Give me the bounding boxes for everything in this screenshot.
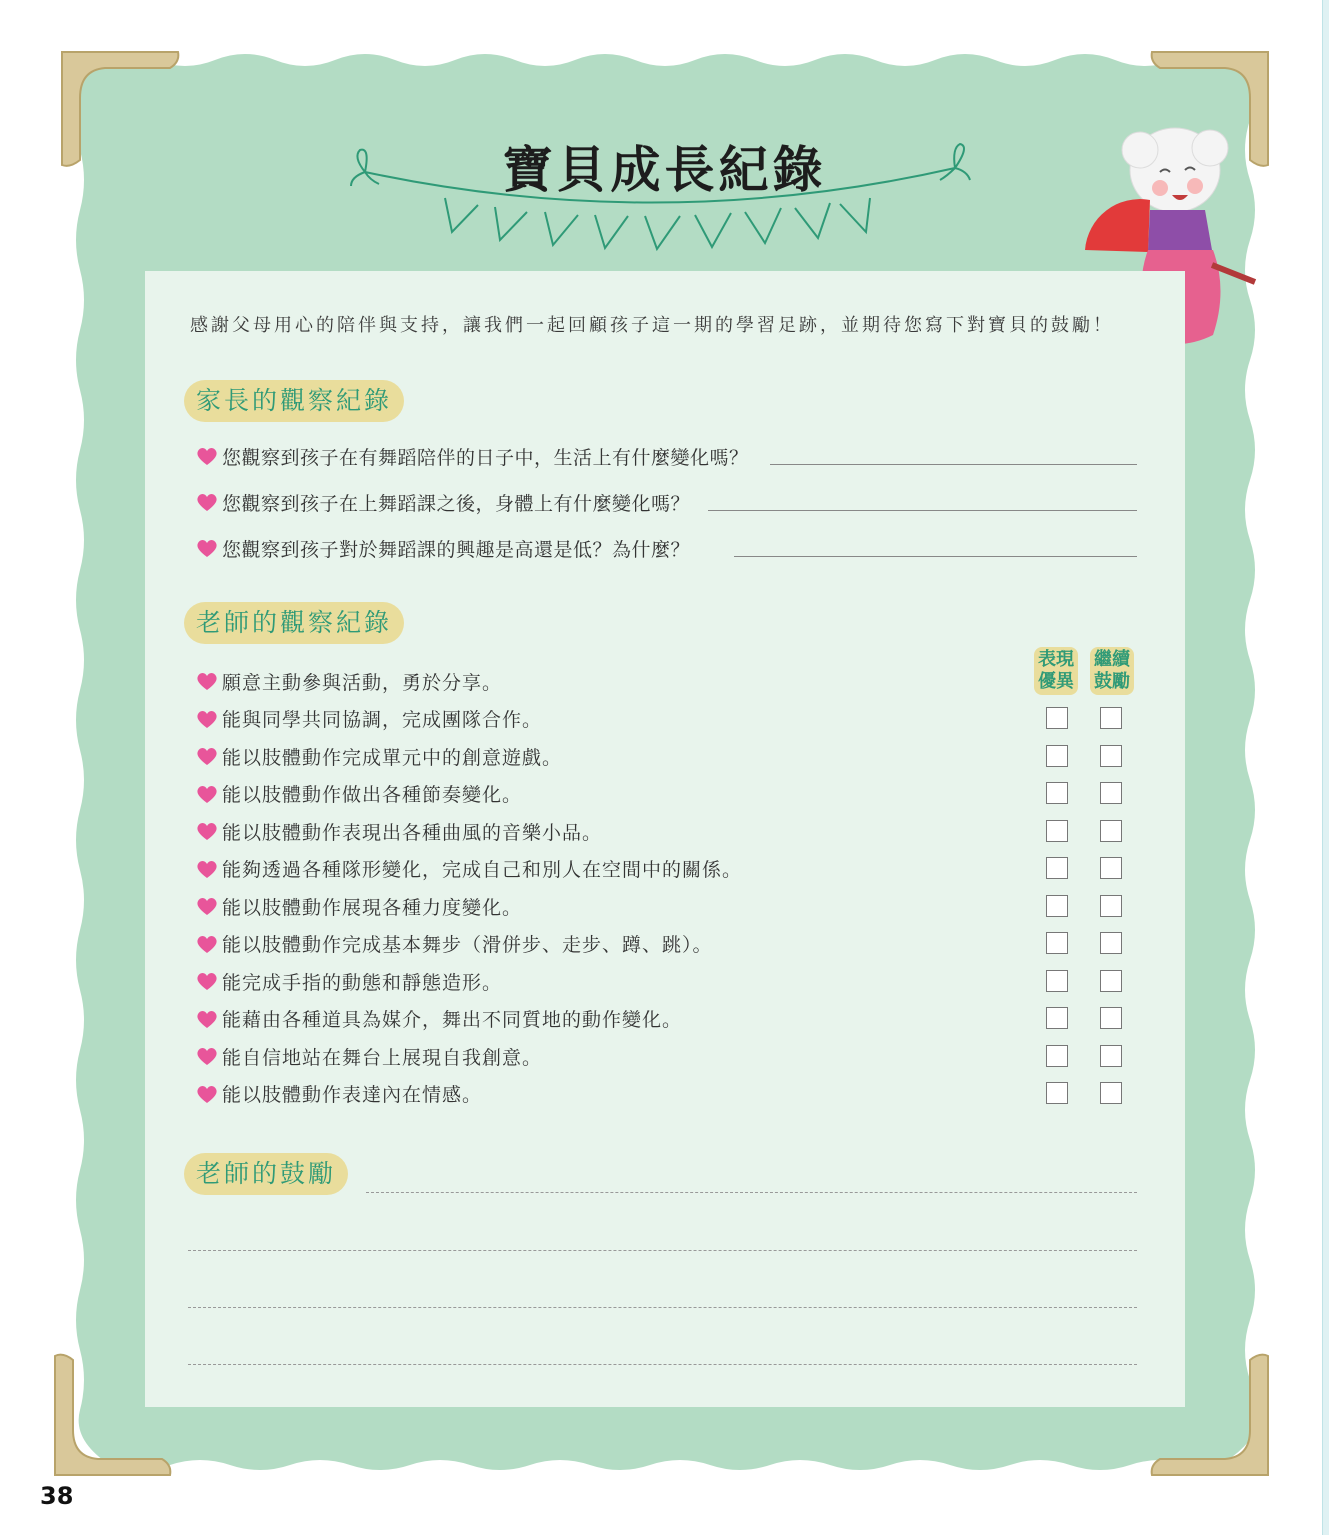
- column-header-encourage: [1090, 647, 1134, 695]
- checkbox-encourage[interactable]: [1100, 782, 1122, 804]
- column-header-line: 優異: [1038, 671, 1074, 692]
- answer-line[interactable]: [770, 464, 1137, 465]
- checkbox-excellent[interactable]: [1046, 745, 1068, 767]
- checklist-item-text: 能以肢體動作完成單元中的創意遊戲。: [222, 746, 563, 769]
- question-text: 您觀察到孩子在上舞蹈課之後，身體上有什麼變化嗎？: [222, 492, 691, 515]
- heart-icon: [196, 746, 218, 766]
- column-header-excellent: [1034, 647, 1078, 695]
- column-header-line: 表現: [1038, 649, 1074, 670]
- checklist-item: [196, 668, 502, 694]
- checkbox-excellent[interactable]: [1046, 970, 1068, 992]
- heart-icon: [196, 446, 218, 466]
- checkbox-encourage[interactable]: [1100, 857, 1122, 879]
- answer-line[interactable]: [734, 556, 1137, 557]
- checkbox-excellent[interactable]: [1046, 895, 1068, 917]
- checklist-item-text: 能以肢體動作表現出各種曲風的音樂小品。: [222, 821, 603, 844]
- checkbox-excellent[interactable]: [1046, 820, 1068, 842]
- page-title: 寶貝成長紀錄: [502, 140, 827, 199]
- checklist-item-text: 能以肢體動作完成基本舞步（滑併步、走步、蹲、跳）。: [222, 934, 713, 956]
- writing-line[interactable]: [188, 1307, 1137, 1308]
- checklist-item: [196, 706, 542, 732]
- heart-icon: [196, 896, 218, 916]
- checklist-item: [196, 743, 562, 769]
- column-header-line: 繼續: [1094, 649, 1130, 670]
- checkbox-encourage[interactable]: [1100, 932, 1122, 954]
- checkbox-excellent[interactable]: [1046, 1082, 1068, 1104]
- writing-line[interactable]: [188, 1250, 1137, 1251]
- checklist-item: [196, 818, 602, 844]
- heart-icon: [196, 538, 218, 558]
- checklist-item: [196, 1006, 682, 1032]
- question-text: 您觀察到孩子對於舞蹈課的興趣是高還是低？為什麼？: [222, 538, 691, 561]
- checkbox-encourage[interactable]: [1100, 970, 1122, 992]
- checkbox-encourage[interactable]: [1100, 1045, 1122, 1067]
- checkbox-excellent[interactable]: [1046, 707, 1068, 729]
- checkbox-excellent[interactable]: [1046, 1045, 1068, 1067]
- checkbox-encourage[interactable]: [1100, 1007, 1122, 1029]
- question-text: 您觀察到孩子在有舞蹈陪伴的日子中，生活上有什麼變化嗎？: [222, 446, 749, 469]
- checklist-item: [196, 1043, 542, 1069]
- checklist-item: [196, 968, 502, 994]
- checklist-item-text: 能自信地站在舞台上展現自我創意。: [222, 1046, 543, 1069]
- parent-question-2: [196, 489, 690, 515]
- checkbox-encourage[interactable]: [1100, 707, 1122, 729]
- checkbox-encourage[interactable]: [1100, 745, 1122, 767]
- heart-icon: [196, 784, 218, 804]
- heart-icon: [196, 1084, 218, 1104]
- column-header-line: 鼓勵: [1094, 671, 1130, 692]
- checkbox-encourage[interactable]: [1100, 895, 1122, 917]
- checklist-item-text: 能完成手指的動態和靜態造形。: [222, 971, 503, 994]
- checklist-item: [196, 781, 522, 807]
- intro-text: 感謝父母用心的陪伴與支持，讓我們一起回顧孩子這一期的學習足跡，並期待您寫下對寶貝的鼓勵！: [190, 315, 1114, 336]
- checkbox-excellent[interactable]: [1046, 782, 1068, 804]
- encourage-section-heading: 老師的鼓勵: [184, 1153, 348, 1195]
- parent-question-1: [196, 443, 749, 469]
- heart-icon: [196, 671, 218, 691]
- parent-section-heading: 家長的觀察紀錄: [184, 380, 404, 422]
- heart-icon: [196, 1009, 218, 1029]
- checkbox-excellent[interactable]: [1046, 1007, 1068, 1029]
- heart-icon: [196, 492, 218, 512]
- heart-icon: [196, 709, 218, 729]
- checkbox-excellent[interactable]: [1046, 932, 1068, 954]
- heart-icon: [196, 859, 218, 879]
- checklist-item: [196, 931, 713, 957]
- parent-question-3: [196, 535, 690, 561]
- checklist-item-text: 能以肢體動作做出各種節奏變化。: [222, 784, 523, 806]
- heart-icon: [196, 821, 218, 841]
- checklist-item: [196, 856, 742, 882]
- page-number: 38: [40, 1482, 74, 1510]
- checklist-item: [196, 893, 522, 919]
- writing-line[interactable]: [188, 1364, 1137, 1365]
- checkbox-encourage[interactable]: [1100, 1082, 1122, 1104]
- checklist-item-text: 能以肢體動作展現各種力度變化。: [222, 896, 523, 919]
- checklist-item: [196, 1081, 482, 1107]
- answer-line[interactable]: [708, 510, 1137, 511]
- checklist-item-text: 能以肢體動作表達內在情感。: [222, 1084, 483, 1106]
- heart-icon: [196, 1046, 218, 1066]
- checklist-item-text: 願意主動參與活動，勇於分享。: [222, 671, 503, 694]
- checklist-item-text: 能與同學共同協調，完成團隊合作。: [222, 709, 543, 731]
- checklist-item-text: 能藉由各種道具為媒介，舞出不同質地的動作變化。: [222, 1009, 683, 1031]
- teacher-section-heading: 老師的觀察紀錄: [184, 602, 404, 644]
- heart-icon: [196, 934, 218, 954]
- checkbox-excellent[interactable]: [1046, 857, 1068, 879]
- writing-line[interactable]: [366, 1192, 1137, 1193]
- checklist-item-text: 能夠透過各種隊形變化，完成自己和別人在空間中的關係。: [222, 859, 743, 881]
- heart-icon: [196, 971, 218, 991]
- checkbox-encourage[interactable]: [1100, 820, 1122, 842]
